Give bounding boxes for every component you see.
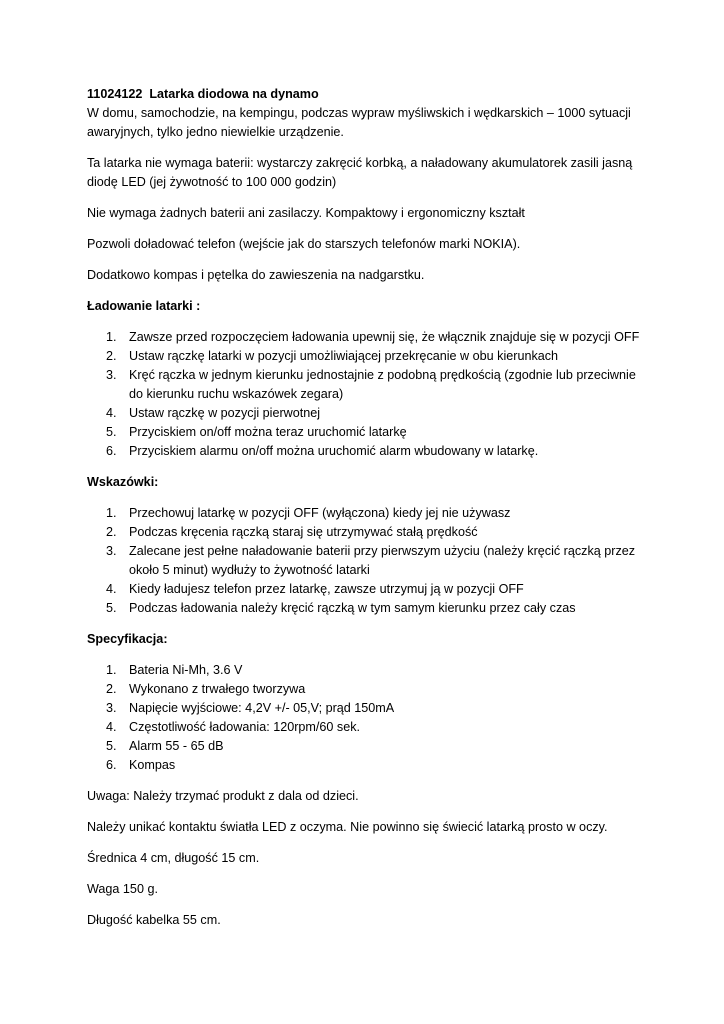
list-item: 2. Podczas kręcenia rączką staraj się utrzymywać stałą prędkość	[106, 525, 478, 539]
dimensions-paragraph: Średnica 4 cm, długość 15 cm.	[87, 851, 260, 865]
list-item: 3. Zalecane jest pełne naładowanie baterii przy pierwszym użyciu (należy kręcić rączką przez około 5 minut) wydłuży to żywotność latarki	[106, 544, 636, 577]
list-item: 5. Podczas ładowania należy kręcić rączką w tym samym kierunku przez cały czas	[106, 601, 576, 615]
tips-list	[87, 504, 647, 618]
list-item: 3. Napięcie wyjściowe: 4,2V +/- 05,V; prąd 150mA	[106, 701, 395, 715]
product-title: Latarka diodowa na dynamo	[149, 87, 319, 101]
cable-length-paragraph: Długość kabelka 55 cm.	[87, 913, 221, 927]
charging-list	[87, 328, 647, 461]
weight-paragraph: Waga 150 g.	[87, 882, 158, 896]
list-item: 5. Przyciskiem on/off można teraz uruchomić latarkę	[106, 425, 407, 439]
spec-heading: Specyfikacja:	[87, 632, 168, 646]
spec-list	[87, 661, 647, 775]
phone-charge-paragraph: Pozwoli doładować telefon (wejście jak do starszych telefonów marki NOKIA).	[87, 237, 521, 251]
list-item: 3. Kręć rączka w jednym kierunku jednostajnie z podobną prędkością (zgodnie lub przeciwnie do kierunku ruchu wskazówek zegara)	[106, 368, 636, 401]
list-item: 1. Zawsze przed rozpoczęciem ładowania upewnij się, że włącznik znajduje się w pozycji OFF	[106, 330, 640, 344]
list-item: 6. Kompas	[106, 758, 176, 772]
intro-paragraph: W domu, samochodzie, na kempingu, podczas wypraw myśliwskich i wędkarskich – 1000 sytuacji awaryjnych, tylko jedno niewielkie urządzenie.	[87, 106, 631, 139]
list-item: 2. Wykonano z trwałego tworzywa	[106, 682, 306, 696]
warning-paragraph: Należy unikać kontaktu światła LED z oczyma. Nie powinno się świecić latarką prosto w oczy.	[87, 820, 608, 834]
list-item: 1. Bateria Ni-Mh, 3.6 V	[106, 663, 243, 677]
no-batteries-paragraph: Nie wymaga żadnych baterii ani zasilaczy. Kompaktowy i ergonomiczny kształt	[87, 206, 525, 220]
list-item: 4. Ustaw rączkę w pozycji pierwotnej	[106, 406, 321, 420]
tips-heading: Wskazówki:	[87, 475, 159, 489]
note-paragraph: Uwaga: Należy trzymać produkt z dala od dzieci.	[87, 789, 359, 803]
list-item: 2. Ustaw rączkę latarki w pozycji umożliwiającej przekręcanie w obu kierunkach	[106, 349, 559, 363]
list-item: 5. Alarm 55 - 65 dB	[106, 739, 224, 753]
extras-paragraph: Dodatkowo kompas i pętelka do zawieszenia na nadgarstku.	[87, 268, 425, 282]
charging-heading: Ładowanie latarki :	[87, 299, 201, 313]
list-item: 4. Kiedy ładujesz telefon przez latarkę, zawsze utrzymuj ją w pozycji OFF	[106, 582, 524, 596]
list-item: 6. Przyciskiem alarmu on/off można uruchomić alarm wbudowany w latarkę.	[106, 444, 539, 458]
document-title	[87, 85, 647, 104]
list-item: 1. Przechowuj latarkę w pozycji OFF (wyłączona) kiedy jej nie używasz	[106, 506, 511, 520]
battery-paragraph: Ta latarka nie wymaga baterii: wystarczy zakręcić korbką, a naładowany akumulatorek zasili jasną diodę LED (jej żywotność to 100 000 godzin)	[87, 156, 633, 189]
list-item: 4. Częstotliwość ładowania: 120rpm/60 sek.	[106, 720, 360, 734]
product-code: 11024122	[87, 87, 143, 101]
document-page	[87, 85, 647, 942]
